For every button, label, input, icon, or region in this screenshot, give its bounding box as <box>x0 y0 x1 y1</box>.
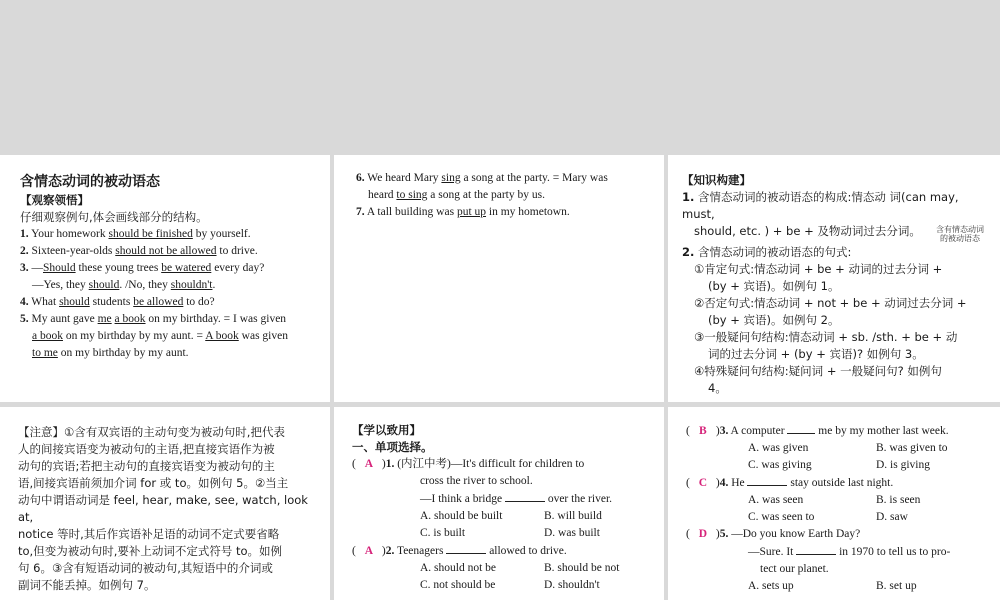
option-d: D. is giving <box>876 459 930 471</box>
question-3: ( B )3. A computer me by my mother last week. <box>686 422 988 440</box>
note-line: 语,间接宾语前须加介词 for 或 to。如例句 5。②当主 <box>18 476 289 490</box>
question-5-line3: tect our planet. <box>760 563 829 575</box>
option-d: D. shouldn't <box>544 579 600 591</box>
question-1-line3: —I think a bridge over the river. <box>352 490 652 508</box>
option-a: A. was seen <box>748 494 804 506</box>
pattern-negative-line2: (by + 宾语)。如例句 2。 <box>708 313 840 327</box>
option-b: B. set up <box>876 580 917 592</box>
question-1-line2: cross the river to school. <box>420 475 533 487</box>
answer-4: C <box>698 477 707 489</box>
option-a: A. was given <box>748 442 809 454</box>
observation-panel <box>0 155 330 402</box>
pattern-wh-question-line2: 4。 <box>708 381 727 395</box>
note-line: 人的间接宾语变为被动句的主语,把直接宾语作为被 <box>18 442 275 456</box>
question-2-options <box>352 560 652 594</box>
example-sentence-5: 5. My aunt gave me a book on my birthday. = I was given <box>20 313 287 325</box>
example-sentence-5-line3: to me on my birthday by my aunt. <box>32 347 189 359</box>
example-sentence-2: 2. Sixteen-year-olds should not be allowed to drive. <box>20 245 258 257</box>
note-line: 动句的宾语;若把主动句的直接宾语变为被动句的主 <box>18 459 275 473</box>
answer-3: B <box>699 425 707 437</box>
answer-blank <box>446 542 486 554</box>
exercise-panel <box>334 407 664 600</box>
option-b: B. is seen <box>876 494 921 506</box>
answer-blank <box>787 422 815 434</box>
option-b: B. will build <box>544 510 602 522</box>
option-b: B. was given to <box>876 442 948 454</box>
example-sentence-5-line2: a book on my birthday by my aunt. = A book was given <box>32 330 288 342</box>
note-line: 动句中谓语动词是 feel, hear, make, see, watch, look at, <box>18 493 308 524</box>
option-a: A. should be built <box>420 510 503 522</box>
observation-panel-continued <box>334 155 664 402</box>
question-3-options <box>686 440 988 474</box>
pattern-yes-no-question-line2: 词的过去分词 + (by + 宾语)? 如例句 3。 <box>708 347 924 361</box>
answer-blank <box>796 543 836 555</box>
question-4-options <box>686 492 988 526</box>
question-4: ( C )4. He stay outside last night. <box>686 474 988 492</box>
question-5-line2: —Sure. It in 1970 to tell us to pro- <box>686 543 988 561</box>
option-a: A. sets up <box>748 580 794 592</box>
example-sentence-7: 7. A tall building was put up in my hometown. <box>356 206 570 218</box>
option-a: A. should not be <box>420 562 497 574</box>
example-sentence-1: 1. Your homework should be finished by yourself. <box>20 228 251 240</box>
intro-text: 仔细观察例句,体会画线部分的结构。 <box>20 210 208 224</box>
note-line: notice 等时,其后作宾语补足语的动词不定式要省略 <box>18 527 280 541</box>
option-c: C. was giving <box>748 459 812 471</box>
pattern-yes-no-question: ③一般疑问句结构:情态动词 + sb. /sth. + be + 动 <box>694 330 958 344</box>
note-line: to,但变为被动句时,要补上动词不定式符号 to。如例 <box>18 544 283 558</box>
page-title: 含情态动词的被动语态 <box>20 174 160 190</box>
question-1-options <box>352 508 652 542</box>
option-c: C. is built <box>420 527 466 539</box>
pattern-negative: ②否定句式:情态动词 + not + be + 动词过去分词 + <box>694 296 967 310</box>
answer-5: D <box>698 528 707 540</box>
option-b: B. should be not <box>544 562 620 574</box>
question-5-options <box>686 578 988 595</box>
section-heading: 【知识构建】 <box>682 173 751 187</box>
section-heading: 【观察领悟】 <box>20 193 89 207</box>
option-d: D. saw <box>876 511 908 523</box>
answer-1: A <box>364 458 373 470</box>
knowledge-point-1: 1. 含情态动词的被动语态的构成:情态动 词(can may, must, <box>682 190 959 221</box>
note-line: 【注意】①含有双宾语的主动句变为被动句时,把代表 <box>18 425 285 439</box>
note-line: 句 6。③含有短语动词的被动句,其短语中的介词或 <box>18 561 273 575</box>
pattern-affirmative-line2: (by + 宾语)。如例句 1。 <box>708 279 840 293</box>
margin-note: 含有情态动词 的被动语态 <box>936 225 984 243</box>
section-heading: 【学以致用】 <box>352 423 421 437</box>
option-c: C. was seen to <box>748 511 815 523</box>
example-sentence-6: 6. We heard Mary sing a song at the party. = Mary was <box>356 172 608 184</box>
question-2: ( A )2. Teenagers allowed to drive. <box>352 542 652 560</box>
knowledge-point-1-line2: should, etc. ) + be + 及物动词过去分词。 <box>694 224 921 238</box>
pattern-affirmative: ①肯定句式:情态动词 + be + 动词的过去分词 + <box>694 262 943 276</box>
example-sentence-3: 3. —Should these young trees be watered every day? <box>20 262 265 274</box>
question-1: ( A )1. (内江中考)—It's difficult for children to <box>352 456 652 473</box>
example-sentence-6-line2: heard to sing a song at the party by us. <box>368 189 545 201</box>
answer-blank <box>747 474 787 486</box>
note-panel <box>0 407 330 600</box>
subsection-heading: 一、单项选择。 <box>352 440 433 454</box>
question-5: ( D )5. —Do you know Earth Day? <box>686 526 988 543</box>
option-d: D. was built <box>544 527 600 539</box>
exercise-panel-continued <box>668 407 1000 600</box>
option-c: C. not should be <box>420 579 496 591</box>
pattern-wh-question: ④特殊疑问句结构:疑问词 + 一般疑问句? 如例句 <box>694 364 942 378</box>
knowledge-panel <box>668 155 1000 402</box>
example-sentence-4: 4. What should students be allowed to do? <box>20 296 215 308</box>
example-sentence-3-reply: —Yes, they should. /No, they shouldn't. <box>32 279 216 291</box>
answer-2: A <box>364 545 373 557</box>
knowledge-point-2: 2. 含情态动词的被动语态的句式: <box>682 245 852 259</box>
note-line: 副词不能丢掉。如例句 7。 <box>18 578 156 592</box>
answer-blank <box>505 490 545 502</box>
